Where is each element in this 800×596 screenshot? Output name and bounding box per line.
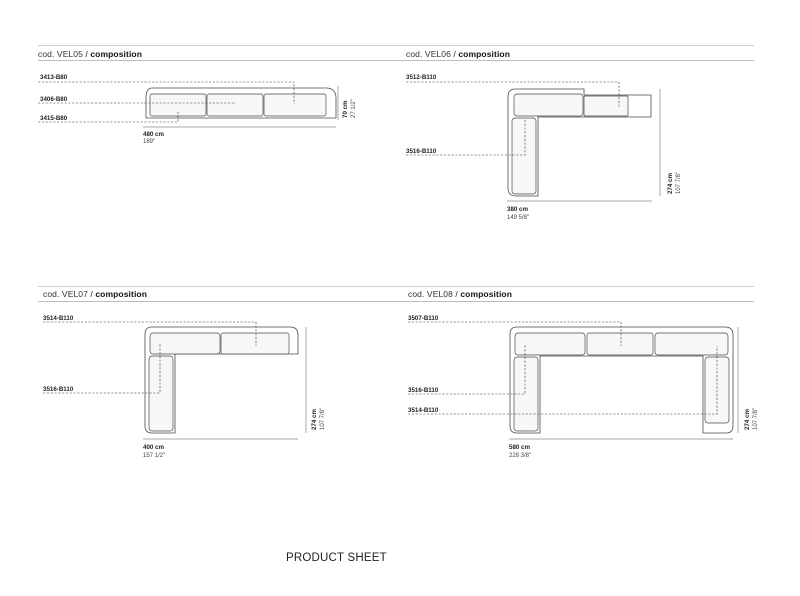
seat-cushion: [149, 356, 173, 431]
module-code: 3516-B110: [408, 387, 439, 394]
drawing-vel05: [38, 74, 357, 145]
title-separator: /: [455, 289, 458, 299]
composition-code: cod. VEL08: [408, 289, 453, 299]
module-code: 3413-B80: [40, 74, 68, 81]
depth-cm: 274 cm: [744, 409, 751, 430]
seat-cushion: [514, 94, 583, 116]
depth-inch: 107 7/8": [320, 407, 326, 430]
title-separator: /: [85, 49, 88, 59]
module-code: 3415-B80: [40, 115, 68, 122]
composition-code: cod. VEL07: [43, 289, 88, 299]
module-code: 3514-B110: [43, 315, 74, 322]
seat-cushion: [514, 357, 538, 431]
width-cm: 580 cm: [509, 444, 530, 451]
depth-cm: 274 cm: [311, 409, 318, 430]
seat-cushion: [221, 333, 289, 354]
drawing-vel07: [43, 315, 326, 459]
depth-inch: 27 1/2": [351, 99, 357, 118]
depth-cm: 70 cm: [342, 100, 349, 118]
composition-code: cod. VEL05: [38, 49, 83, 59]
seat-cushion: [264, 94, 326, 116]
module-code: 3507-B110: [408, 315, 439, 322]
width-cm: 400 cm: [143, 444, 164, 451]
module-code: 3516-B110: [43, 386, 74, 393]
depth-inch: 107 7/8": [676, 171, 682, 194]
product-sheet-footer: PRODUCT SHEET: [286, 552, 387, 564]
module-code: 3512-B110: [406, 74, 437, 81]
composition-label: composition: [95, 289, 147, 299]
seat-cushion: [584, 96, 628, 116]
composition-label: composition: [90, 49, 142, 59]
composition-label: composition: [460, 289, 512, 299]
title-separator: /: [90, 289, 93, 299]
width-cm: 480 cm: [143, 131, 164, 138]
seat-cushion: [150, 333, 220, 354]
depth-cm: 274 cm: [667, 173, 674, 194]
width-inch: 189": [143, 139, 156, 145]
seat-cushion: [512, 118, 536, 194]
module-code: 3514-B110: [408, 407, 439, 414]
seat-cushion: [207, 94, 263, 116]
seat-cushion: [515, 333, 585, 355]
composition-label: composition: [458, 49, 510, 59]
composition-code: cod. VEL06: [406, 49, 451, 59]
module-code: 3516-B110: [406, 148, 437, 155]
width-inch: 157 1/2": [143, 453, 166, 459]
seat-cushion: [655, 333, 728, 355]
title-separator: /: [453, 49, 456, 59]
drawing-vel06: [406, 74, 682, 221]
module-code: 3406-B80: [40, 96, 68, 103]
depth-inch: 107 7/8": [753, 407, 759, 430]
width-inch: 149 5/8": [507, 215, 530, 221]
drawing-vel08: [408, 315, 759, 459]
seat-cushion: [587, 333, 653, 355]
width-cm: 380 cm: [507, 206, 528, 213]
width-inch: 228 3/8": [509, 453, 532, 459]
